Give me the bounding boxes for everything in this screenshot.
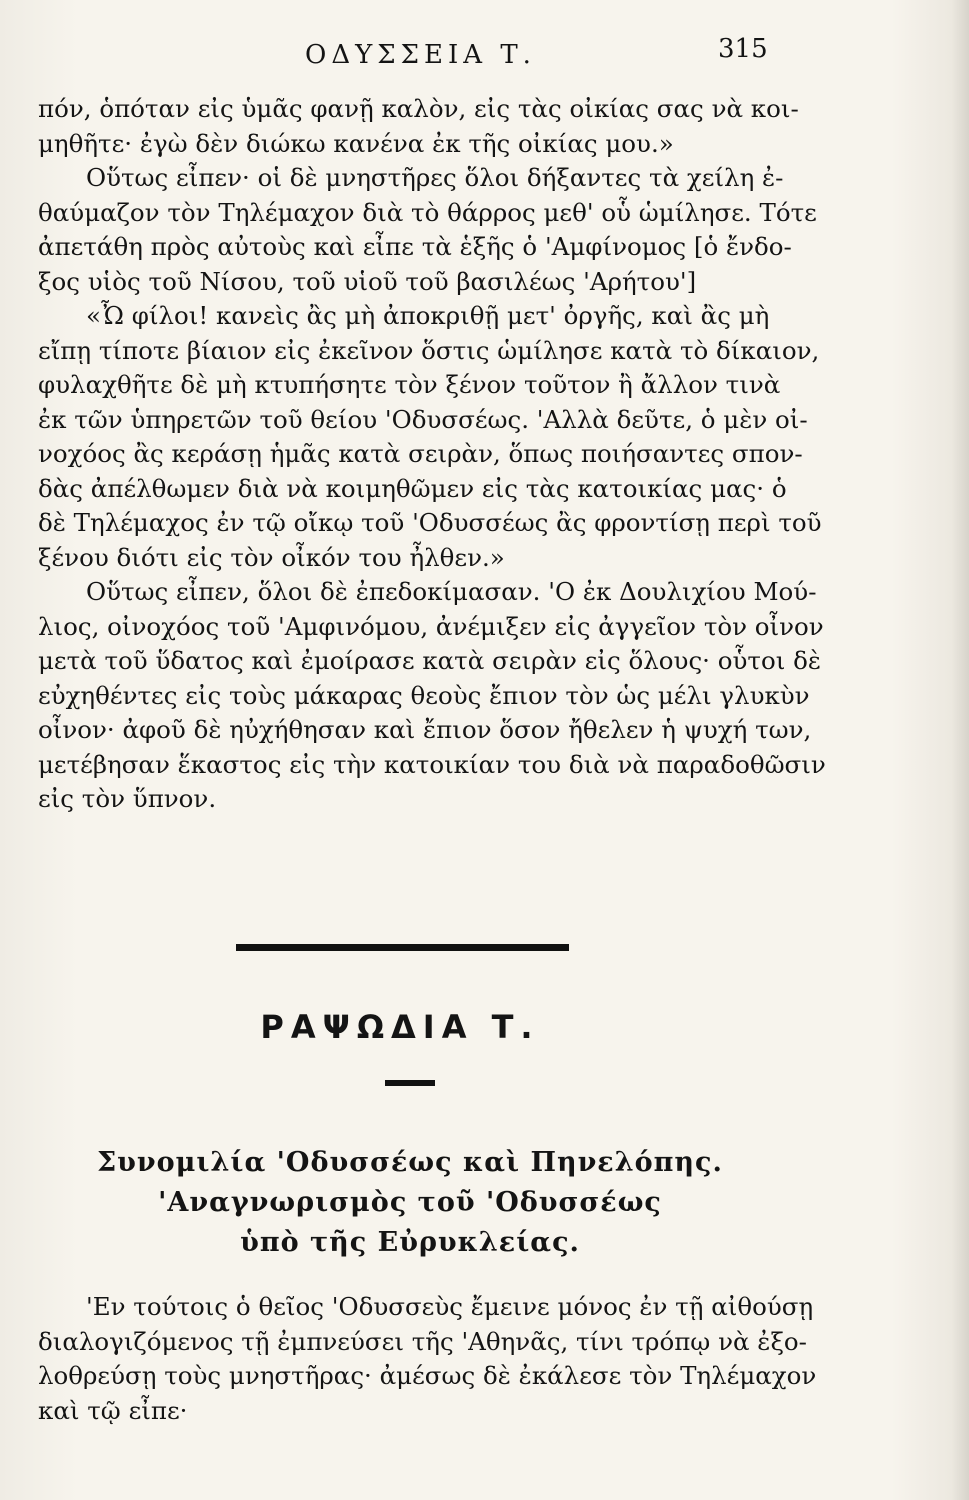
- text-line: εἴπῃ τίποτε βίαιον εἰς ἐκεῖνον ὅστις ὡμίλησε κατὰ τὸ δίκαιον,: [38, 335, 820, 365]
- text-line: μηθῆτε· ἐγὼ δὲν διώκω κανένα ἐκ τῆς οἰκίας μου.»: [38, 128, 674, 158]
- text-line: νοχόος ἂς κεράσῃ ἡμᾶς κατὰ σειρὰν, ὅπως ποιήσαντες σπον-: [38, 439, 803, 468]
- section-subtitle-line-3: ὑπὸ τῆς Εὐρυκλείας.: [240, 1227, 580, 1258]
- text-line: μετέβησαν ἕκαστος εἰς τὴν κατοικίαν του διὰ νὰ παραδοθῶσιν: [38, 749, 826, 779]
- text-line: θαύμαζον τὸν Τηλέμαχον διὰ τὸ θάρρος μεθ' οὗ ὡμίλησε. Τότε: [38, 197, 817, 227]
- text-line: λιος, οἰνοχόος τοῦ 'Αμφινόμου, ἀνέμιξεν εἰς ἀγγεῖον τὸν οἶνον: [38, 611, 824, 641]
- text-line: ξένου διότι εἰς τὸν οἶκόν του ἦλθεν.»: [38, 542, 505, 572]
- text-line: «Ὦ φίλοι! κανεὶς ἂς μὴ ἀποκριθῇ μετ' ὀργῆς, καὶ ἂς μὴ: [86, 301, 770, 330]
- running-title: ΟΔΥΣΣΕΙΑ Τ.: [305, 40, 536, 70]
- body-text-upper: [38, 92, 826, 817]
- page-header: [0, 22, 969, 72]
- page-edge-shadow: [951, 0, 969, 1500]
- text-line: ξος υἱὸς τοῦ Νίσου, τοῦ υἱοῦ τοῦ βασιλέως 'Αρήτου']: [38, 266, 697, 296]
- section-heading: ΡΑΨΩΔΙΑ Τ.: [260, 1008, 540, 1046]
- text-line: Οὕτως εἶπεν· οἱ δὲ μνηστῆρες ὅλοι δήξαντες τὰ χείλη ἐ-: [86, 163, 784, 192]
- heading-underline-rule: [385, 1080, 435, 1086]
- text-line: οἶνον· ἀφοῦ δὲ ηὐχήθησαν καὶ ἔπιον ὅσον ἤθελεν ἡ ψυχή των,: [38, 715, 812, 744]
- section-divider-rule: [236, 944, 569, 951]
- text-line: ἐκ τῶν ὑπηρετῶν τοῦ θείου 'Οδυσσέως. 'Αλλὰ δεῦτε, ὁ μὲν οἰ-: [38, 404, 808, 434]
- text-line: μετὰ τοῦ ὕδατος καὶ ἐμοίρασε κατὰ σειρὰν εἰς ὅλους· οὗτοι δὲ: [38, 646, 821, 675]
- text-line: ἀπετάθη πρὸς αὐτοὺς καὶ εἶπε τὰ ἑξῆς ὁ 'Αμφίνομος [ὁ ἔνδο-: [38, 232, 792, 261]
- text-line: δὲ Τηλέμαχος ἐν τῷ οἴκῳ τοῦ 'Οδυσσέως ἂς φροντίσῃ περὶ τοῦ: [38, 508, 822, 537]
- text-line: εἰς τὸν ὕπνον.: [38, 784, 217, 813]
- text-line: Οὕτως εἶπεν, ὅλοι δὲ ἐπεδοκίμασαν. 'Ο ἐκ Δουλιχίου Μού-: [86, 577, 817, 606]
- text-line: δὰς ἀπέλθωμεν διὰ νὰ κοιμηθῶμεν εἰς τὰς κατοικίας μας· ὁ: [38, 473, 787, 503]
- text-line: καὶ τῷ εἶπε·: [38, 1395, 188, 1425]
- section-subtitle-line-2: 'Αναγνωρισμὸς τοῦ 'Οδυσσέως: [158, 1187, 662, 1218]
- text-line: πόν, ὁπόταν εἰς ὑμᾶς φανῇ καλὸν, εἰς τὰς οἰκίας σας νὰ κοι-: [38, 94, 799, 123]
- text-line: φυλαχθῆτε δὲ μὴ κτυπήσητε τὸν ξένον τοῦτον ἢ ἄλλον τινὰ: [38, 370, 781, 399]
- text-line: 'Εν τούτοις ὁ θεῖος 'Οδυσσεὺς ἔμεινε μόνος ἐν τῇ αἰθούσῃ: [86, 1292, 814, 1321]
- text-line: εὐχηθέντες εἰς τοὺς μάκαρας θεοὺς ἔπιον τὸν ὡς μέλι γλυκὺν: [38, 680, 810, 710]
- section-subtitle-line-1: Συνομιλία 'Οδυσσέως καὶ Πηνελόπης.: [97, 1147, 723, 1178]
- text-line: λοθρεύσῃ τοὺς μνηστῆρας· ἀμέσως δὲ ἐκάλεσε τὸν Τηλέμαχον: [38, 1361, 817, 1390]
- page-number: 315: [718, 34, 768, 64]
- body-text-lower: [38, 1290, 817, 1428]
- text-line: διαλογιζόμενος τῇ ἐμπνεύσει τῆς 'Αθηνᾶς, τίνι τρόπῳ νὰ ἐξο-: [38, 1326, 807, 1356]
